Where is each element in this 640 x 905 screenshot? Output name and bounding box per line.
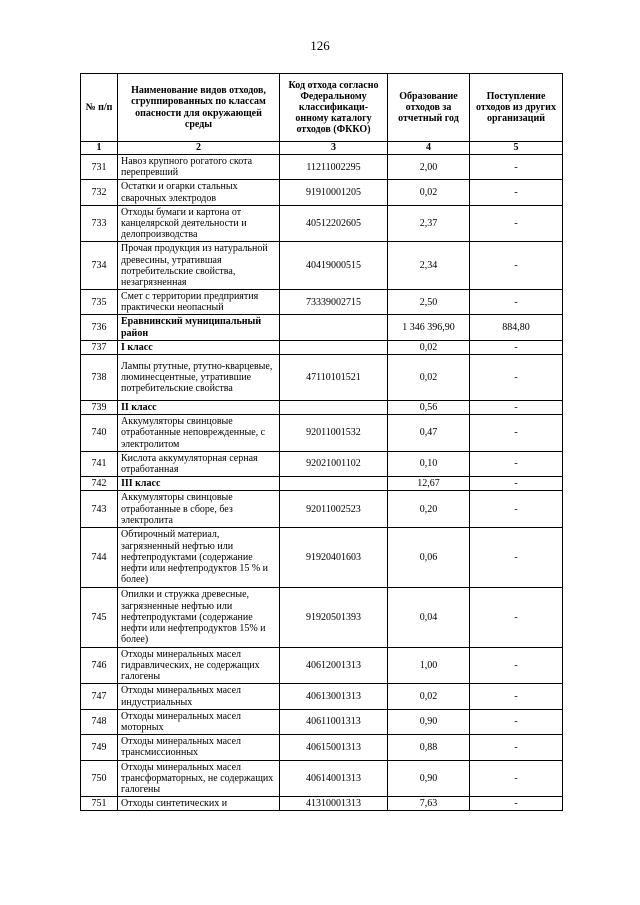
waste-name: Отходы минеральных масел гидравлических, не содержащих галогены [118, 647, 280, 684]
generation-value: 1,00 [388, 647, 470, 684]
generation-value: 2,34 [388, 242, 470, 290]
waste-name: Отходы минеральных масел трансформаторных, не содержащих галогены [118, 760, 280, 797]
table-row [81, 735, 563, 760]
received-value: - [470, 155, 563, 180]
received-value: - [470, 290, 563, 315]
row-number: 733 [81, 205, 118, 242]
table-row [81, 315, 563, 340]
fkko-code: 40612001313 [280, 647, 388, 684]
table-row [81, 242, 563, 290]
generation-value: 0,02 [388, 355, 470, 401]
table-row [81, 709, 563, 734]
table-row [81, 155, 563, 180]
table-row [81, 451, 563, 476]
received-value: - [470, 760, 563, 797]
table-row [81, 760, 563, 797]
received-value: - [470, 491, 563, 528]
received-value: - [470, 415, 563, 452]
row-number: 735 [81, 290, 118, 315]
received-value: - [470, 205, 563, 242]
table-row [81, 415, 563, 452]
table-row [81, 290, 563, 315]
waste-name: Кислота аккумуляторная серная отработанная [118, 451, 280, 476]
waste-name: Отходы синтетических и [118, 797, 280, 811]
waste-name: Отходы минеральных масел индустриальных [118, 684, 280, 709]
fkko-code: 40611001313 [280, 709, 388, 734]
fkko-code: 11211002295 [280, 155, 388, 180]
fkko-code: 47110101521 [280, 355, 388, 401]
row-number: 747 [81, 684, 118, 709]
row-number: 737 [81, 340, 118, 354]
received-value: - [470, 587, 563, 647]
generation-value: 0,02 [388, 684, 470, 709]
table-body [81, 155, 563, 811]
received-value: - [470, 355, 563, 401]
row-number: 745 [81, 587, 118, 647]
received-value: - [470, 401, 563, 415]
fkko-code: 40613001313 [280, 684, 388, 709]
waste-name: Прочая продукция из натуральной древесины, утратившая потребительские свойства, незагрязненная [118, 242, 280, 290]
waste-name: Обтирочный материал, загрязненный нефтью или нефтепродуктами (содержание нефти или нефтепродуктов 15 % и более) [118, 527, 280, 587]
waste-name: III класс [118, 477, 280, 491]
received-value: - [470, 684, 563, 709]
row-number: 742 [81, 477, 118, 491]
row-number: 741 [81, 451, 118, 476]
table-row [81, 491, 563, 528]
table-row [81, 355, 563, 401]
row-number: 746 [81, 647, 118, 684]
table-row [81, 205, 563, 242]
waste-name: II класс [118, 401, 280, 415]
generation-value: 0,47 [388, 415, 470, 452]
table-row [81, 527, 563, 587]
fkko-code: 40615001313 [280, 735, 388, 760]
fkko-code: 91920501393 [280, 587, 388, 647]
received-value: 884,80 [470, 315, 563, 340]
table-row [81, 340, 563, 354]
table-row [81, 401, 563, 415]
table-row [81, 684, 563, 709]
fkko-code: 92011001532 [280, 415, 388, 452]
table-row [81, 647, 563, 684]
row-number: 748 [81, 709, 118, 734]
table-row [81, 797, 563, 811]
table-row [81, 180, 563, 205]
generation-value: 0,56 [388, 401, 470, 415]
received-value: - [470, 477, 563, 491]
row-number: 740 [81, 415, 118, 452]
fkko-code [280, 477, 388, 491]
received-value: - [470, 451, 563, 476]
waste-table [80, 73, 563, 811]
received-value: - [470, 709, 563, 734]
waste-name: Отходы минеральных масел моторных [118, 709, 280, 734]
row-number: 734 [81, 242, 118, 290]
row-number: 743 [81, 491, 118, 528]
fkko-code: 41310001313 [280, 797, 388, 811]
header-col-index: 1 [81, 142, 118, 155]
waste-name: Опилки и стружка древесные, загрязненные нефтью или нефтепродуктами (содержание нефти или нефтепродуктов 15% и более) [118, 587, 280, 647]
header-generation: Образование отходов за отчетный год [388, 74, 470, 142]
fkko-code: 40512202605 [280, 205, 388, 242]
generation-value: 0,02 [388, 180, 470, 205]
row-number: 732 [81, 180, 118, 205]
waste-name: Аккумуляторы свинцовые отработанные неповрежденные, с электролитом [118, 415, 280, 452]
waste-name: Смет с территории предприятия практически неопасный [118, 290, 280, 315]
received-value: - [470, 527, 563, 587]
header-waste-name: Наименование видов отходов, сгруппированных по классам опасности для окружающей среды [118, 74, 280, 142]
table-row [81, 477, 563, 491]
fkko-code: 73339002715 [280, 290, 388, 315]
waste-name: Аккумуляторы свинцовые отработанные в сборе, без электролита [118, 491, 280, 528]
row-number: 731 [81, 155, 118, 180]
fkko-code [280, 401, 388, 415]
fkko-code: 91920401603 [280, 527, 388, 587]
row-number: 750 [81, 760, 118, 797]
waste-name: Лампы ртутные, ртутно-кварцевые, люминесцентные, утратившие потребительские свойства [118, 355, 280, 401]
generation-value: 0,10 [388, 451, 470, 476]
header-col-index: 4 [388, 142, 470, 155]
fkko-code: 91910001205 [280, 180, 388, 205]
row-number: 739 [81, 401, 118, 415]
generation-value: 7,63 [388, 797, 470, 811]
header-col-index: 2 [118, 142, 280, 155]
fkko-code: 92011002523 [280, 491, 388, 528]
generation-value: 0,04 [388, 587, 470, 647]
received-value: - [470, 797, 563, 811]
row-number: 736 [81, 315, 118, 340]
table-header [81, 74, 563, 155]
waste-name: Отходы минеральных масел трансмиссионных [118, 735, 280, 760]
header-col-index: 3 [280, 142, 388, 155]
generation-value: 0,88 [388, 735, 470, 760]
row-number: 738 [81, 355, 118, 401]
waste-name: Отходы бумаги и картона от канцелярской деятельности и делопроизводства [118, 205, 280, 242]
header-fkko-code: Код отхода согласно Федеральному классификаци-онному каталогу отходов (ФККО) [280, 74, 388, 142]
page-number: 126 [310, 38, 330, 53]
generation-value: 2,37 [388, 205, 470, 242]
generation-value: 0,90 [388, 760, 470, 797]
waste-name: I класс [118, 340, 280, 354]
generation-value: 0,06 [388, 527, 470, 587]
fkko-code [280, 340, 388, 354]
row-number: 744 [81, 527, 118, 587]
header-number: № п/п [81, 74, 118, 142]
received-value: - [470, 180, 563, 205]
waste-name: Навоз крупного рогатого скота перепревший [118, 155, 280, 180]
table-row [81, 587, 563, 647]
generation-value: 0,02 [388, 340, 470, 354]
fkko-code [280, 315, 388, 340]
generation-value: 1 346 396,90 [388, 315, 470, 340]
generation-value: 2,50 [388, 290, 470, 315]
generation-value: 12,67 [388, 477, 470, 491]
received-value: - [470, 647, 563, 684]
generation-value: 0,90 [388, 709, 470, 734]
received-value: - [470, 735, 563, 760]
generation-value: 0,20 [388, 491, 470, 528]
row-number: 749 [81, 735, 118, 760]
fkko-code: 92021001102 [280, 451, 388, 476]
header-received: Поступление отходов из других организаций [470, 74, 563, 142]
received-value: - [470, 242, 563, 290]
waste-name: Остатки и огарки стальных сварочных электродов [118, 180, 280, 205]
waste-name: Еравнинский муниципальный район [118, 315, 280, 340]
generation-value: 2,00 [388, 155, 470, 180]
fkko-code: 40614001313 [280, 760, 388, 797]
row-number: 751 [81, 797, 118, 811]
header-col-index: 5 [470, 142, 563, 155]
fkko-code: 40419000515 [280, 242, 388, 290]
received-value: - [470, 340, 563, 354]
